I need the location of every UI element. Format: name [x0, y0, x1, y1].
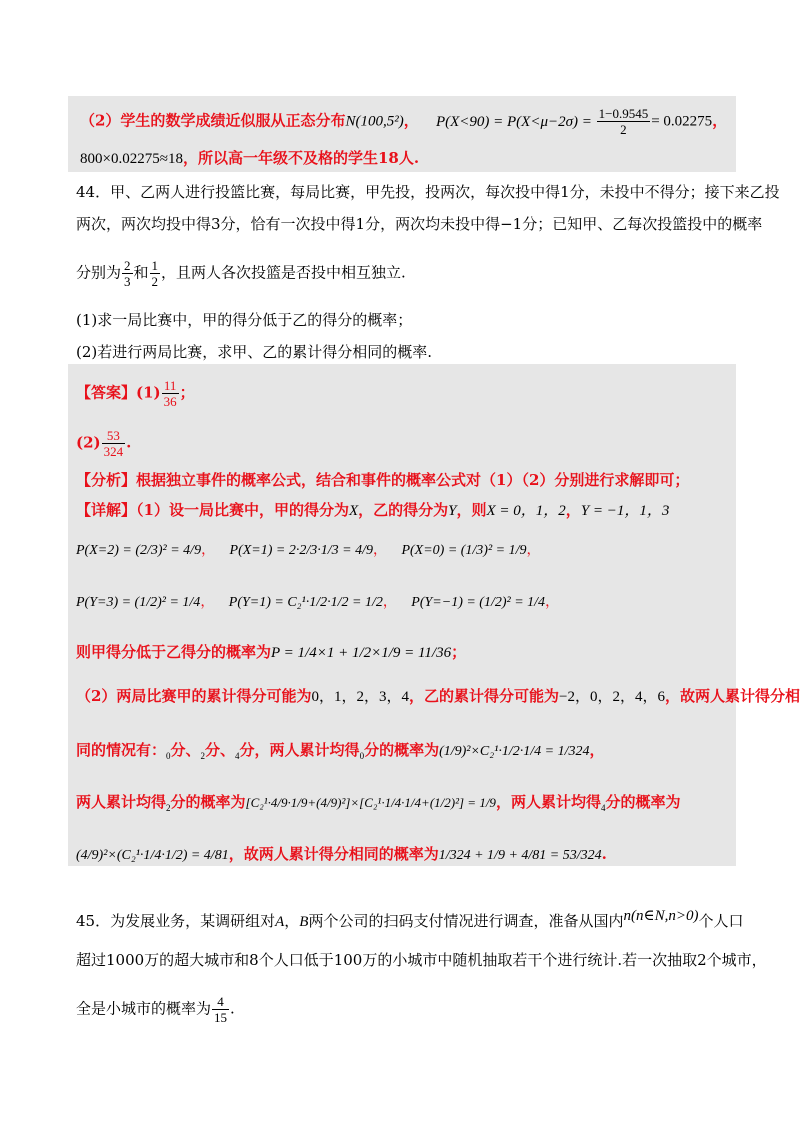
q44-sub1: (1)求一局比赛中，甲的得分低于乙的得分的概率；: [76, 311, 413, 329]
answer-line1: 【答案】(1) $\frac{11}{36}$ ；: [76, 378, 195, 409]
detail-line1: 【详解】（1）设一局比赛中，甲的得分为X，乙的得分为Y，则X = 0，1，2，Y = −1，1，3: [76, 501, 670, 519]
part2-line2: 同的情况有：$_0$分、$_2$分、$_4$分，两人累计均得$_0$分的概率为(1/9)²×C₂¹·1/2·1/4 = 1/324，: [76, 741, 605, 761]
q44-line3: 分别为 $\frac{2}{3}$ 和 $\frac{1}{2}$ ，且两人各次投篮是否投中相互独立.: [76, 258, 406, 289]
q45-line1: 45．为发展业务，某调研组对A，B两个公司的扫码支付情况进行调查，准备从国内n(n∈N,n>0)个人口: [76, 908, 744, 930]
analysis-line: 【分析】根据独立事件的概率公式，结合和事件的概率公式对（1）（2）分别进行求解即可；: [76, 471, 690, 489]
q45-line3: 全是小城市的概率为 $\frac{4}{15}$ .: [76, 994, 235, 1025]
q44-line2: 两次，两次均投中得3分，恰有一次投中得1分，两次均未投中得−1分；已知甲、乙每次投篮投中的概率: [76, 215, 763, 233]
answer-line2: (2) $\frac{53}{324}$ .: [76, 428, 132, 459]
part2-line4: (4/9)²×(C₂¹·1/4·1/2) = 4/81，故两人累计得分相同的概率为1/324 + 1/9 + 4/81 = 53/324.: [76, 845, 607, 863]
answer-block: [68, 364, 736, 866]
q45-line2: 超过1000万的超大城市和8个人口低于100万的小城市中随机抽取若干个进行统计.若一次抽取2个城市，: [76, 951, 767, 969]
py-line: P(Y=3) = (1/2)² = 1/4， P(Y=1) = C₂¹·1/2·1/2 = 1/2， P(Y=−1) = (1/2)² = 1/4，: [76, 594, 560, 610]
px-line: P(X=2) = (2/3)² = 4/9， P(X=1) = 2·2/3·1/3 = 4/9， P(X=0) = (1/3)² = 1/9，: [76, 542, 541, 558]
prev-conclusion-line: 800×0.02275≈18，所以高一年级不及格的学生18人.: [80, 149, 420, 167]
lower-prob-line: 则甲得分低于乙得分的概率为P = 1/4×1 + 1/2×1/9 = 11/36；: [76, 643, 467, 661]
part2-line3: 两人累计均得$_2$分的概率为[C₂¹·4/9·1/9+(4/9)²]×[C₂¹·1/4·1/4+(1/2)²] = 1/9，两人累计均得$_4$分的概率为: [76, 793, 681, 813]
prev-part2-line: （2）学生的数学成绩近似服从正态分布N(100,5²)， P(X<90) = P(X<μ−2σ) = $\frac{1-0.9545}{2}$ = 0.02275，: [80, 106, 728, 137]
part2-line1: （2）两局比赛甲的累计得分可能为0，1，2，3，4，乙的累计得分可能为−2，0，2，4，6，故两人累计得分相: [76, 687, 800, 705]
q44-sub2: (2)若进行两局比赛，求甲、乙的累计得分相同的概率.: [76, 343, 433, 361]
q44-line1: 44．甲、乙两人进行投篮比赛，每局比赛，甲先投，投两次，每次投中得1分，未投中不得分；接下来乙投: [76, 183, 780, 201]
